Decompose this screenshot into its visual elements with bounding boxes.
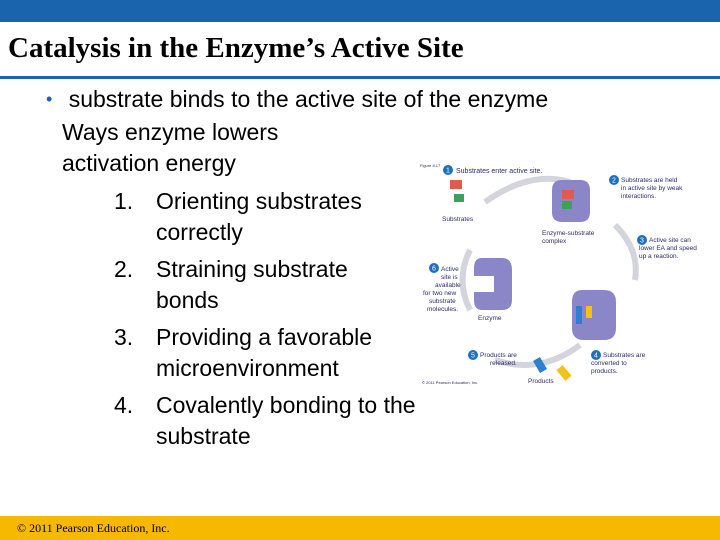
list-item-text: Orienting substrates correctly [156, 188, 362, 245]
enzyme-label: Enzyme [478, 315, 502, 322]
step-3-label-line: lower EA and speed [639, 245, 697, 252]
step-4-label-line: products. [591, 368, 618, 375]
list-item-text: Straining substrate bonds [156, 256, 348, 313]
list-item-number: 1. [114, 188, 134, 214]
step-4-label-line: converted to [591, 360, 627, 367]
step-6-label-line: molecules. [427, 306, 459, 313]
title-divider [0, 76, 720, 79]
figure-label: Figure 8.17 [420, 163, 441, 168]
list-item-text: Providing a favorable microenvironment [156, 324, 373, 381]
list-item [114, 186, 416, 248]
list-item-number: 2. [114, 256, 134, 282]
product-yellow-icon [556, 365, 571, 381]
step-6-label-line: site is [441, 274, 458, 281]
substrate-green-icon [454, 194, 464, 202]
bullet-icon: • [46, 89, 53, 109]
substrates-label: Substrates [442, 216, 474, 223]
subtext-line: Ways enzyme lowers [62, 119, 279, 145]
bullet-text: substrate binds to the active site of the enzyme [68, 86, 549, 112]
list-item [114, 390, 416, 452]
step-1-label: Substrates enter active site. [456, 168, 543, 175]
substrate-green-icon [562, 201, 572, 209]
list-item-text: Covalently bonding to the substrate [156, 392, 416, 449]
list-item-number: 4. [114, 392, 134, 418]
step-5-label-line: released. [490, 360, 517, 367]
slide-title: Catalysis in the Enzyme’s Active Site [8, 32, 464, 64]
substrate-red-icon [562, 190, 574, 199]
subtext-line: activation energy [62, 150, 236, 176]
step-number: 4 [594, 352, 598, 360]
figure-credit: © 2011 Pearson Education, Inc. [422, 380, 479, 385]
main-bullet [46, 86, 548, 113]
step-number: 3 [640, 237, 644, 245]
ways-list [114, 186, 416, 458]
footer-copyright: © 2011 Pearson Education, Inc. [17, 521, 170, 535]
step-6-label-line: substrate [429, 298, 456, 305]
complex-label-line: complex [542, 238, 567, 245]
step-2-label-line: interactions. [621, 193, 657, 200]
step-number: 5 [471, 352, 475, 360]
step-6-label-line: Active [441, 266, 459, 273]
step-number: 6 [432, 265, 436, 273]
subtext [62, 117, 382, 179]
cycle-arrow [615, 225, 636, 280]
step-2-label-line: Substrates are held [621, 177, 678, 184]
substrate-red-icon [450, 180, 462, 189]
enzyme-icon [474, 258, 512, 310]
step-6-label-line: for two new [423, 290, 457, 297]
products-label: Products [528, 378, 554, 385]
list-item [114, 254, 416, 316]
step-2-label-line: in active site by weak [621, 185, 683, 192]
step-number: 2 [612, 177, 616, 185]
list-item-number: 3. [114, 324, 134, 350]
top-accent-bar [0, 0, 720, 22]
step-3-label-line: up a reaction. [639, 253, 679, 260]
enzyme-cycle-figure [410, 160, 720, 395]
product-blue-icon [576, 306, 582, 324]
step-3-label-line: Active site can [649, 237, 691, 244]
cycle-arrow [463, 250, 471, 310]
step-number: 1 [446, 167, 450, 175]
step-4-label-line: Substrates are [603, 352, 646, 359]
list-item [114, 322, 416, 384]
step-6-label-line: available [435, 282, 461, 289]
complex-label-line: Enzyme-substrate [542, 230, 595, 237]
product-yellow-icon [586, 306, 592, 318]
step-5-label-line: Products are [480, 352, 517, 359]
